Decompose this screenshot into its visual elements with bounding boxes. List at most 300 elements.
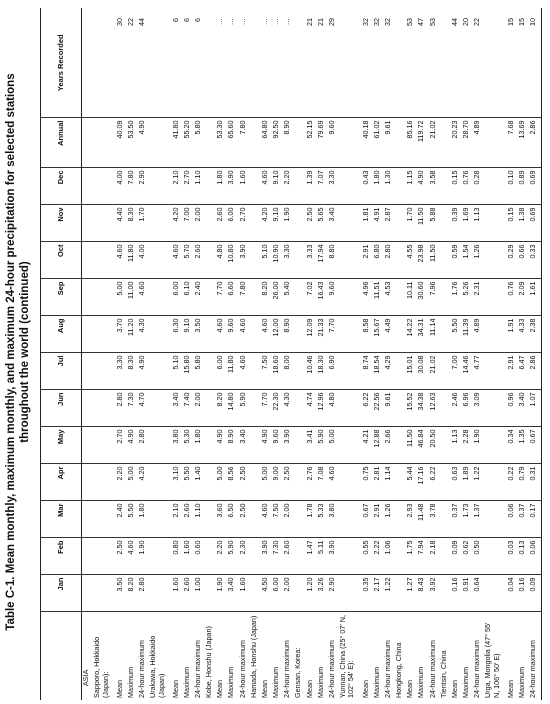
month-value: 6.00	[216, 353, 227, 390]
month-value: 4.90	[216, 427, 227, 464]
row-label: Maximum	[315, 666, 325, 698]
annual-value: 85.16	[406, 118, 417, 168]
station-row	[484, 8, 506, 700]
years-recorded-value: 6	[172, 8, 183, 118]
month-value: 2.80	[138, 427, 149, 464]
month-value: 2.50	[283, 464, 294, 501]
month-value: 5.65	[317, 205, 328, 242]
month-value: 3.40	[518, 390, 529, 427]
table-row	[373, 8, 384, 700]
row-label: Maximum	[416, 666, 426, 698]
month-value: 1.80	[373, 168, 384, 205]
month-value: 34.38	[417, 390, 428, 427]
month-value: 1.60	[172, 575, 183, 612]
column-header: Sep	[41, 279, 82, 316]
month-value: 3.50	[194, 316, 205, 353]
month-value: 1.40	[194, 464, 205, 501]
table-row	[138, 8, 149, 700]
month-value: 2.93	[406, 501, 417, 538]
month-value: 4.77	[473, 353, 484, 390]
years-recorded-value: 22	[473, 8, 484, 118]
annual-value: 79.69	[317, 118, 328, 168]
month-value: 0.75	[362, 464, 373, 501]
month-value: 2.60	[183, 501, 194, 538]
annual-value: 65.60	[227, 118, 238, 168]
month-value: 8.43	[417, 575, 428, 612]
month-value: 8.00	[283, 353, 294, 390]
month-value: 21.33	[317, 316, 328, 353]
month-value: 3.26	[317, 575, 328, 612]
month-value: 14.80	[227, 390, 238, 427]
month-value: 8.30	[127, 353, 138, 390]
annual-value: 92.50	[272, 118, 283, 168]
annual-value: 40.18	[362, 118, 373, 168]
years-recorded-value: 20	[462, 8, 473, 118]
row-label: 24-hour maximum	[192, 640, 202, 698]
row-label: 24-hour maximum	[382, 640, 392, 698]
month-value: 4.91	[373, 205, 384, 242]
month-value: 11.50	[406, 427, 417, 464]
month-value: 0.13	[518, 538, 529, 575]
month-value: 4.60	[172, 242, 183, 279]
month-value: 9.10	[272, 168, 283, 205]
month-value: 5.50	[451, 316, 462, 353]
month-value: 12.96	[317, 390, 328, 427]
month-value: 0.17	[529, 501, 541, 538]
month-value: 15.52	[406, 390, 417, 427]
month-value: 1.13	[451, 427, 462, 464]
month-value: 2.20	[216, 538, 227, 575]
month-value: 6.00	[172, 279, 183, 316]
table-row	[317, 8, 328, 700]
column-header: May	[41, 427, 82, 464]
month-value: 1.35	[518, 427, 529, 464]
month-value: 2.91	[507, 353, 518, 390]
row-label: Mean	[170, 680, 180, 698]
table-row	[384, 8, 395, 700]
month-value: 4.20	[138, 464, 149, 501]
month-value: 6.00	[227, 205, 238, 242]
month-value: 8.56	[227, 464, 238, 501]
table-row	[116, 8, 127, 700]
month-value: 11.14	[429, 316, 440, 353]
month-value: 12.63	[429, 390, 440, 427]
month-value: 4.60	[261, 501, 272, 538]
annual-value: 28.70	[462, 118, 473, 168]
month-value: 3.09	[473, 390, 484, 427]
month-value: 0.50	[473, 538, 484, 575]
month-value: 3.40	[239, 427, 250, 464]
month-value: 11.51	[373, 279, 384, 316]
month-value: 2.70	[239, 205, 250, 242]
annual-value: 40.09	[116, 118, 127, 168]
month-value: 0.89	[518, 168, 529, 205]
month-value: 1.90	[283, 205, 294, 242]
month-value: 7.70	[216, 279, 227, 316]
month-value: 3.40	[172, 390, 183, 427]
annual-value: 9.61	[384, 118, 395, 168]
month-value: 2.10	[172, 168, 183, 205]
table-row	[272, 8, 283, 700]
years-recorded-value: …	[261, 8, 272, 118]
month-value: 1.60	[239, 168, 250, 205]
month-value: 2.80	[138, 575, 149, 612]
month-value: 2.28	[462, 427, 473, 464]
month-value: 4.60	[261, 316, 272, 353]
table-row	[451, 8, 462, 700]
column-header: Dec	[41, 168, 82, 205]
month-value: 0.37	[451, 501, 462, 538]
month-value: 6.22	[362, 390, 373, 427]
month-value: 0.55	[362, 538, 373, 575]
month-value: 0.03	[507, 538, 518, 575]
month-value: 7.96	[429, 279, 440, 316]
month-value: 7.70	[328, 316, 339, 353]
month-value: 4.60	[239, 316, 250, 353]
month-value: 2.90	[138, 168, 149, 205]
table-row	[227, 8, 238, 700]
month-value: 1.27	[406, 575, 417, 612]
annual-value: 7.68	[507, 118, 518, 168]
month-value: 7.80	[239, 279, 250, 316]
station-row	[93, 8, 115, 700]
month-value: 17.16	[417, 464, 428, 501]
month-value: 0.39	[451, 205, 462, 242]
month-value: 2.87	[384, 205, 395, 242]
month-value: 4.00	[116, 168, 127, 205]
month-value: 1.89	[462, 464, 473, 501]
years-recorded-value: 32	[373, 8, 384, 118]
month-value: 2.30	[239, 538, 250, 575]
month-value: 3.50	[116, 575, 127, 612]
month-value: 8.30	[127, 205, 138, 242]
month-value: 0.37	[518, 501, 529, 538]
annual-value: 2.86	[529, 118, 541, 168]
month-value: 2.31	[473, 279, 484, 316]
station-row	[149, 8, 171, 700]
row-label: Mean	[405, 680, 415, 698]
station-name: Hongkong, China	[394, 642, 404, 698]
month-value: 0.09	[529, 575, 541, 612]
station-name: Sapporo, Hokkaido (Japan):	[92, 636, 110, 698]
years-recorded-value: …	[216, 8, 227, 118]
month-value: 14.46	[462, 353, 473, 390]
years-recorded-value: 21	[306, 8, 317, 118]
month-value: 3.80	[328, 501, 339, 538]
month-value: 6.00	[272, 575, 283, 612]
month-value: 1.60	[239, 575, 250, 612]
month-value: 1.26	[473, 242, 484, 279]
month-value: 2.18	[429, 538, 440, 575]
table-row	[194, 8, 205, 700]
row-label: Mean	[114, 680, 124, 698]
month-value: 6.47	[518, 353, 529, 390]
month-value: 4.30	[283, 390, 294, 427]
month-value: 1.80	[216, 168, 227, 205]
month-value: 4.90	[138, 353, 149, 390]
month-value: 20.50	[429, 427, 440, 464]
month-value: 22.30	[272, 390, 283, 427]
month-value: 10.46	[306, 353, 317, 390]
month-value: 6.30	[172, 316, 183, 353]
month-value: 3.90	[227, 168, 238, 205]
month-value: 18.54	[373, 353, 384, 390]
month-value: 0.16	[451, 575, 462, 612]
month-value: 0.35	[362, 575, 373, 612]
station-name: Urga, Mongolia (47° 55′ N, 106° 50′ E)	[483, 622, 501, 698]
month-value: 5.44	[406, 464, 417, 501]
table-row	[473, 8, 484, 700]
years-recorded-value: 44	[451, 8, 462, 118]
table-row	[406, 8, 417, 700]
month-value: 1.70	[138, 205, 149, 242]
month-value: 7.30	[272, 538, 283, 575]
table-row	[261, 8, 272, 700]
month-value: 1.60	[183, 538, 194, 575]
column-header: Annual	[41, 118, 82, 168]
month-value: 1.00	[194, 575, 205, 612]
month-value: 2.10	[172, 501, 183, 538]
table-row	[306, 8, 317, 700]
years-recorded-value: 30	[116, 8, 127, 118]
row-label: Maximum	[226, 666, 236, 698]
month-value: 0.79	[518, 464, 529, 501]
annual-value: 20.23	[451, 118, 462, 168]
years-recorded-value: 21	[317, 8, 328, 118]
month-value: 8.90	[283, 316, 294, 353]
years-recorded-value: 47	[417, 8, 428, 118]
month-value: 6.60	[227, 279, 238, 316]
annual-value: 7.80	[239, 118, 250, 168]
column-header: Jul	[41, 353, 82, 390]
years-recorded-value: 6	[183, 8, 194, 118]
month-value: 1.06	[384, 538, 395, 575]
month-value: 4.29	[384, 353, 395, 390]
month-value: 0.80	[172, 538, 183, 575]
month-value: 1.80	[138, 501, 149, 538]
month-value: 8.74	[362, 353, 373, 390]
month-value: 1.39	[306, 168, 317, 205]
month-value: 7.50	[272, 501, 283, 538]
month-value: 0.22	[507, 464, 518, 501]
month-value: 4.00	[138, 242, 149, 279]
month-value: 9.00	[272, 464, 283, 501]
column-header: Years Recorded	[41, 8, 82, 118]
month-value: 9.61	[384, 390, 395, 427]
month-value: 1.73	[462, 501, 473, 538]
month-value: 3.60	[216, 501, 227, 538]
month-value: 1.30	[384, 168, 395, 205]
month-value: 11.50	[417, 205, 428, 242]
month-value: 0.62	[462, 538, 473, 575]
month-value: 1.13	[473, 205, 484, 242]
month-value: 7.02	[306, 279, 317, 316]
month-value: 7.07	[317, 168, 328, 205]
annual-value: 53.50	[127, 118, 138, 168]
annual-value: 119.72	[417, 118, 428, 168]
month-value: 3.90	[328, 538, 339, 575]
month-value: 6.96	[462, 390, 473, 427]
years-recorded-value: 44	[138, 8, 149, 118]
years-recorded-value: …	[283, 8, 294, 118]
month-value: 0.60	[194, 538, 205, 575]
month-value: 4.60	[261, 168, 272, 205]
row-label: Mean	[505, 680, 515, 698]
month-value: 4.55	[406, 242, 417, 279]
month-value: 8.20	[216, 390, 227, 427]
month-value: 4.53	[384, 279, 395, 316]
month-value: 0.67	[362, 501, 373, 538]
table-row	[507, 8, 518, 700]
month-value: 5.33	[317, 501, 328, 538]
month-value: 0.63	[451, 464, 462, 501]
month-value: 0.64	[473, 575, 484, 612]
month-value: 4.60	[127, 538, 138, 575]
month-value: 9.60	[272, 427, 283, 464]
row-label: Mean	[449, 680, 459, 698]
annual-value: 13.69	[518, 118, 529, 168]
month-value: 7.80	[127, 168, 138, 205]
month-value: 0.69	[529, 168, 541, 205]
month-value: 5.90	[227, 538, 238, 575]
month-value: 2.60	[183, 575, 194, 612]
row-label: Maximum	[181, 666, 191, 698]
month-value: 8.20	[261, 279, 272, 316]
month-value: 5.00	[216, 464, 227, 501]
month-value: 8.90	[227, 427, 238, 464]
month-value: 0.96	[507, 390, 518, 427]
station-name: Gensan, Korea:	[293, 647, 303, 698]
month-value: 0.09	[451, 538, 462, 575]
annual-value: 41.80	[172, 118, 183, 168]
month-value: 7.40	[183, 390, 194, 427]
month-value: 4.89	[473, 316, 484, 353]
table-row	[239, 8, 250, 700]
years-recorded-value: 29	[328, 8, 339, 118]
month-value: 22.56	[373, 390, 384, 427]
table-row	[417, 8, 428, 700]
month-value: 2.60	[194, 242, 205, 279]
month-value: 1.07	[529, 390, 541, 427]
month-value: 1.37	[473, 501, 484, 538]
station-name: Hamada, Honshu (Japan)	[248, 615, 258, 698]
month-value: 2.70	[183, 168, 194, 205]
month-value: 9.60	[328, 279, 339, 316]
month-value: 1.38	[518, 205, 529, 242]
month-value: 1.70	[406, 205, 417, 242]
month-value: 3.90	[261, 538, 272, 575]
month-value: 0.10	[507, 168, 518, 205]
month-value: 5.00	[328, 427, 339, 464]
row-label: 24-hour maximum	[327, 640, 336, 698]
month-value: 4.96	[362, 279, 373, 316]
month-value: 3.30	[328, 168, 339, 205]
month-value: 3.70	[116, 316, 127, 353]
years-recorded-value: 22	[127, 8, 138, 118]
month-value: 4.90	[127, 427, 138, 464]
table-row	[283, 8, 294, 700]
month-value: 1.10	[194, 501, 205, 538]
annual-value: 9.60	[328, 118, 339, 168]
month-value: 2.09	[518, 279, 529, 316]
row-label: 24-hour maximum	[237, 640, 247, 698]
station-row	[205, 8, 216, 700]
annual-value: 21.02	[429, 118, 440, 168]
table-row	[328, 8, 339, 700]
month-value: 5.00	[116, 279, 127, 316]
month-value: 11.80	[227, 353, 238, 390]
month-value: 3.30	[116, 353, 127, 390]
month-value: 2.60	[216, 205, 227, 242]
month-value: 1.22	[473, 464, 484, 501]
month-value: 1.78	[306, 501, 317, 538]
month-value: 5.10	[172, 353, 183, 390]
column-header: Jan	[41, 575, 82, 612]
month-value: 7.30	[127, 390, 138, 427]
month-value: 4.50	[261, 575, 272, 612]
station-row	[440, 8, 451, 700]
month-value: 0.76	[462, 168, 473, 205]
table-title: Table C-1. Mean monthly, maximum monthly, and maximum 24-hour precipitation for selected stations	[5, 73, 17, 631]
month-value: 4.60	[328, 464, 339, 501]
month-value: 1.20	[306, 575, 317, 612]
month-value: 3.80	[172, 427, 183, 464]
month-value: 1.91	[507, 316, 518, 353]
annual-value: 4.89	[473, 118, 484, 168]
month-value: 2.70	[116, 427, 127, 464]
month-value: 3.10	[172, 464, 183, 501]
month-value: 2.90	[328, 575, 339, 612]
years-recorded-value: 15	[507, 8, 518, 118]
month-value: 11.80	[127, 242, 138, 279]
month-value: 2.20	[283, 168, 294, 205]
month-value: 15.80	[183, 353, 194, 390]
years-recorded-value: …	[227, 8, 238, 118]
month-value: 21.02	[429, 353, 440, 390]
month-value: 15.01	[406, 353, 417, 390]
month-value: 10.90	[272, 242, 283, 279]
month-value: 2.50	[239, 464, 250, 501]
annual-value: 52.15	[306, 118, 317, 168]
month-value: 3.90	[239, 242, 250, 279]
month-value: 9.60	[227, 316, 238, 353]
month-value: 5.11	[317, 538, 328, 575]
month-value: 3.41	[306, 427, 317, 464]
month-value: 7.70	[261, 390, 272, 427]
table-title-continued: throughout the world (continued)	[19, 261, 31, 443]
years-recorded-value: …	[272, 8, 283, 118]
month-value: 11.48	[417, 501, 428, 538]
month-value: 5.90	[317, 427, 328, 464]
station-row	[250, 8, 261, 700]
month-value: 10.80	[227, 242, 238, 279]
annual-value: 61.02	[373, 118, 384, 168]
month-value: 4.60	[116, 242, 127, 279]
month-value: 2.17	[373, 575, 384, 612]
month-value: 2.66	[384, 427, 395, 464]
month-value: 2.60	[283, 538, 294, 575]
month-value: 4.74	[306, 390, 317, 427]
month-value: 30.60	[417, 279, 428, 316]
month-value: 7.08	[317, 464, 328, 501]
header-row	[41, 8, 82, 700]
month-value: 2.40	[194, 279, 205, 316]
month-value: 1.90	[473, 427, 484, 464]
station-row	[294, 8, 305, 700]
month-value: 8.20	[127, 575, 138, 612]
month-value: 3.78	[429, 501, 440, 538]
years-recorded-value: 32	[384, 8, 395, 118]
